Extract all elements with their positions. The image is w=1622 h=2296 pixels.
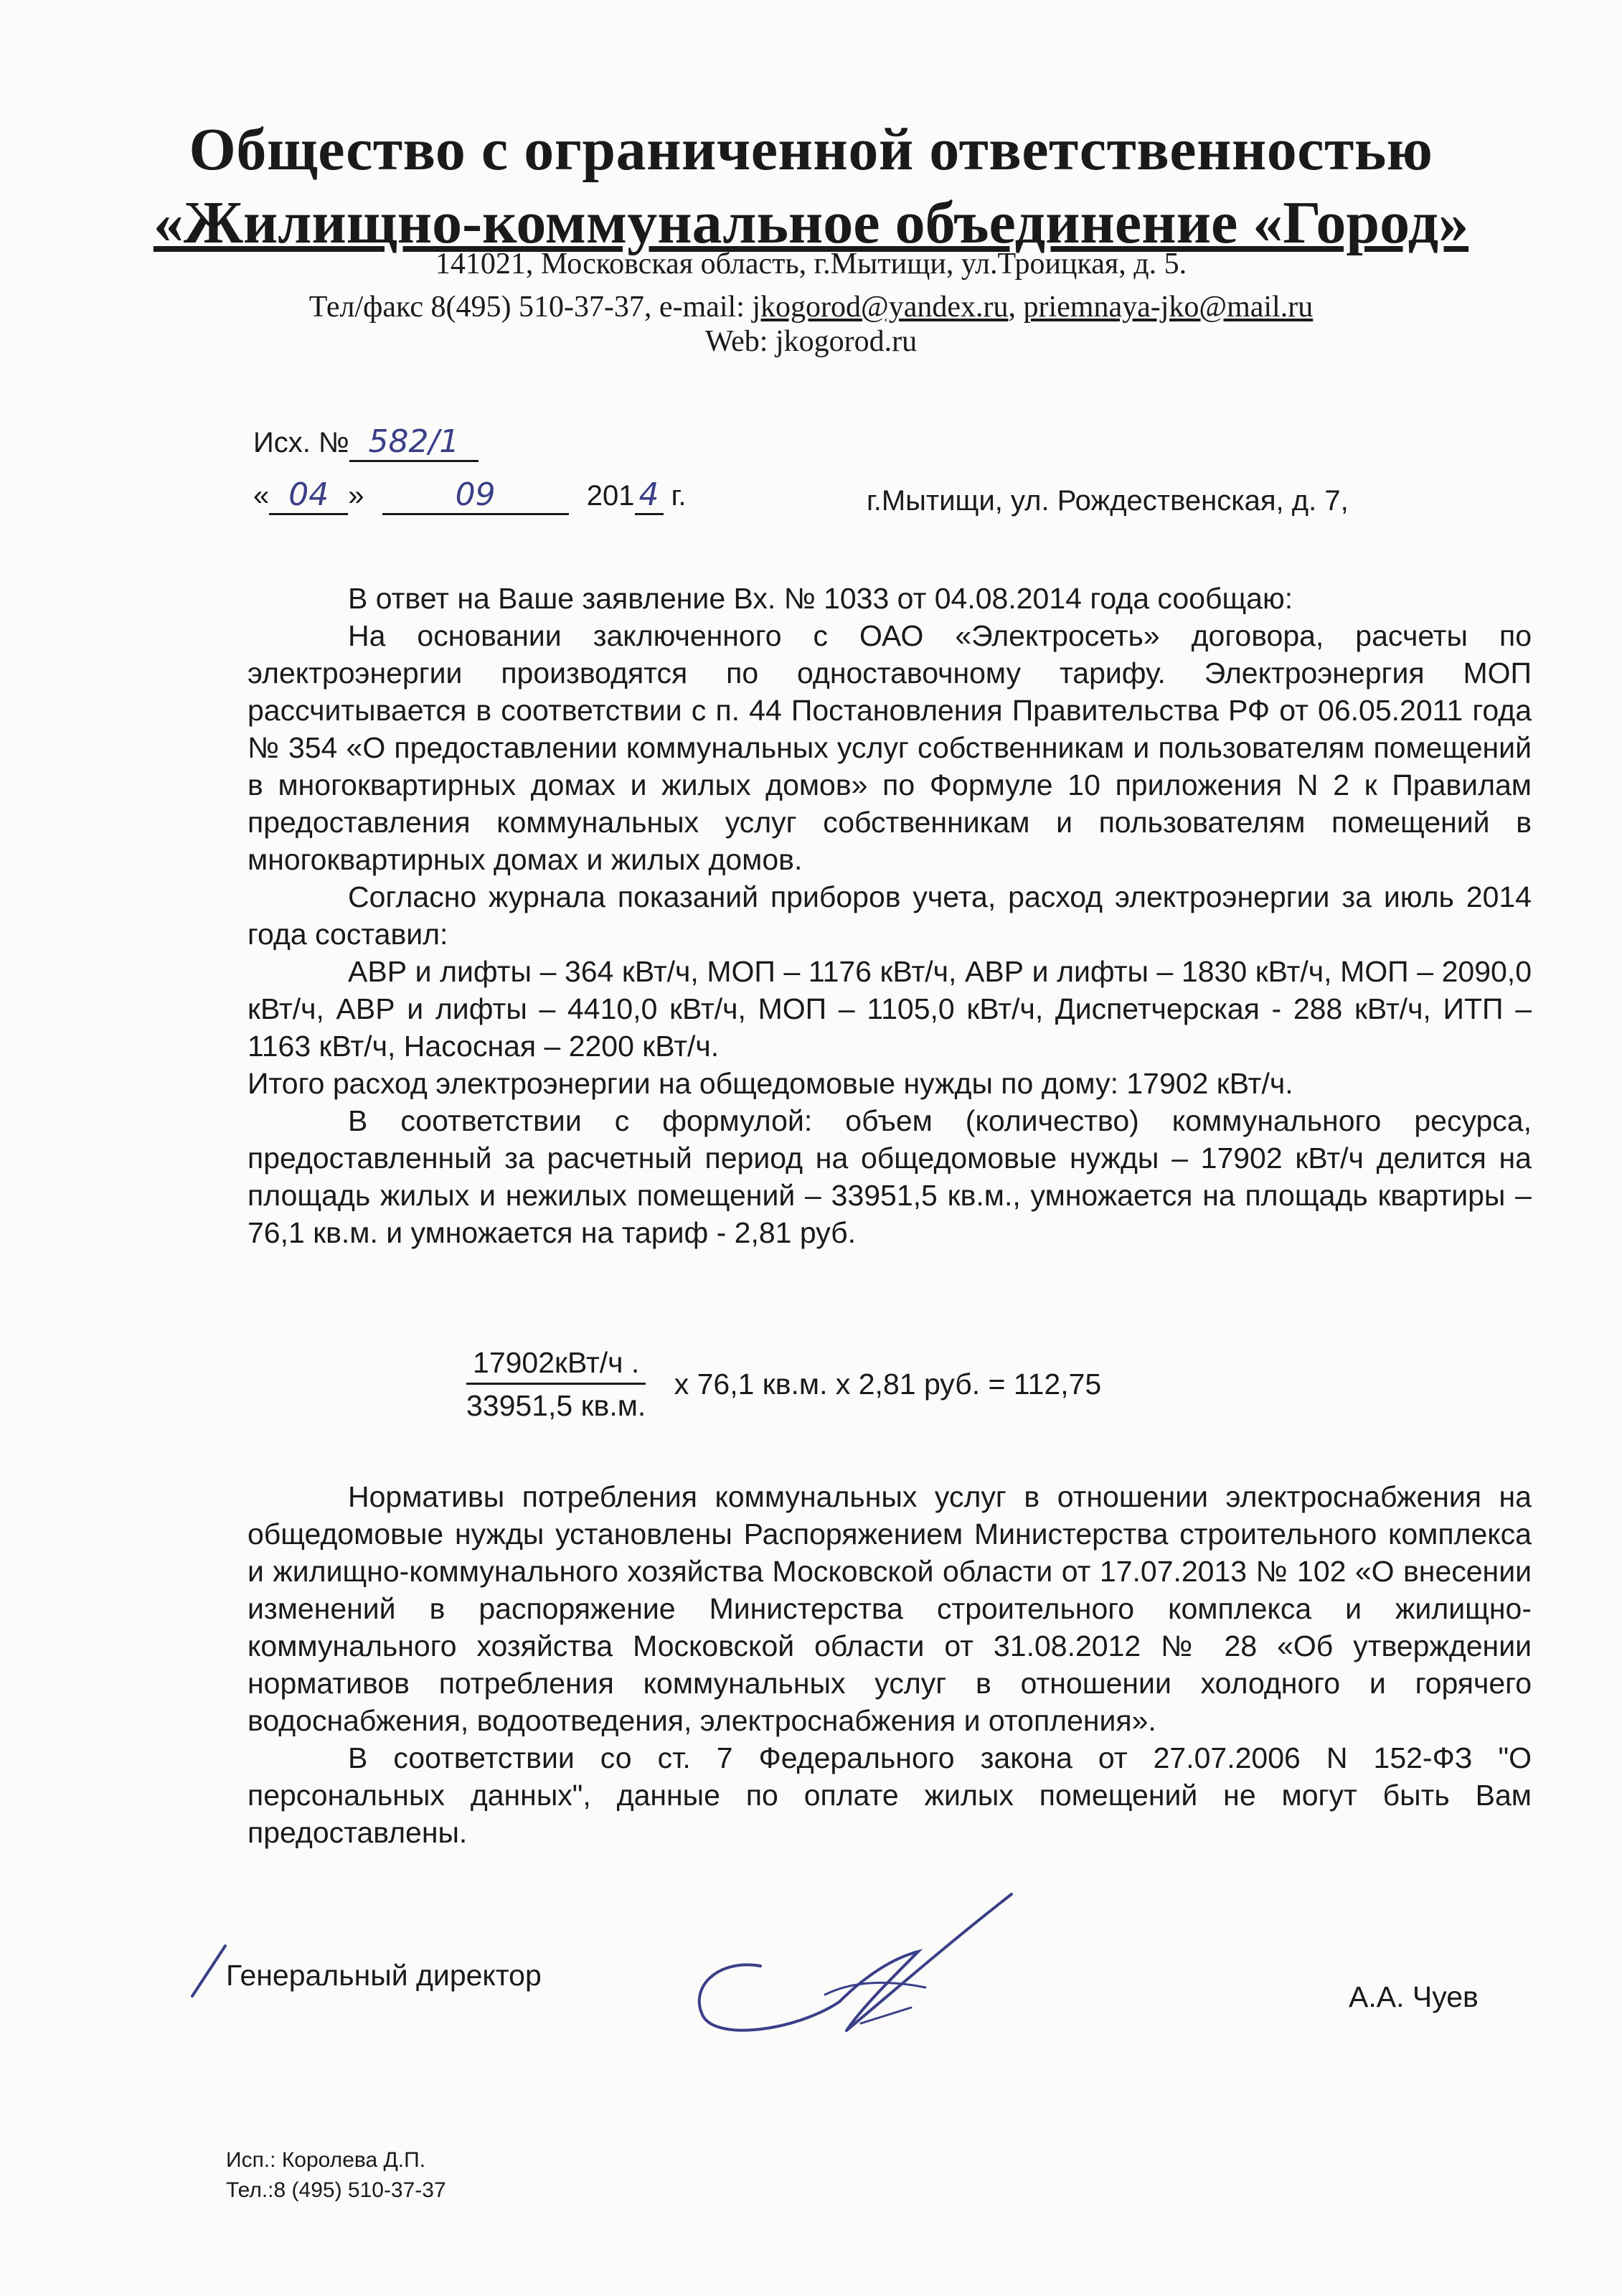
signatory-title: Генеральный директор xyxy=(226,1959,542,1992)
calculation-formula xyxy=(466,1346,1101,1423)
date-day: 04 xyxy=(269,476,348,515)
paragraph-consumption-intro: Согласно журнала показаний приборов учета, расход электроэнергии за июль 2014 года составил: xyxy=(247,880,1532,951)
paragraph-formula-description: В соответствии с формулой: объем (количество) коммунального ресурса, предоставленный за расчетный период на общедомовые нужды – 17902 кВт/ч делится на площадь жилых и нежилых помещений – 33951,5 кв.м., умножается на площадь квартиры – 76,1 кв.м. и умножается на тариф - 2,81 руб. xyxy=(247,1104,1532,1249)
org-name-line2-text: «Жилищно-коммунальное объединение «Город» xyxy=(153,189,1469,256)
date-year-suffix: г. xyxy=(663,480,687,512)
paragraph-tariff: На основании заключенного с ОАО «Электросеть» договора, расчеты по электроэнергии производятся по одноставочному тарифу. Электроэнергия МОП рассчитывается в соответствии с п. 44 Постановления Правительства РФ от 06.05.2011 года № 354 «О предоставлении коммунальных услуг собственникам и пользователям помещений в многоквартирных домах и жилых домов» по Формуле 10 приложения N 2 к Правилам предоставления коммунальных услуг собственникам и пользователям помещений в многоквартирных домах и жилых домов. xyxy=(247,619,1532,876)
date-close-quote: » xyxy=(348,480,364,512)
outgoing-date xyxy=(253,476,686,515)
email-separator: , xyxy=(1008,291,1024,324)
paragraph-total: Итого расход электроэнергии на общедомовые нужды по дому: 17902 кВт/ч. xyxy=(247,1067,1293,1100)
outgoing-number-label: Исх. № xyxy=(253,427,349,458)
executor-phone: Тел.:8 (495) 510-37-37 xyxy=(226,2178,446,2202)
formula-denominator: 33951,5 кв.м. xyxy=(466,1389,646,1422)
org-contacts xyxy=(0,290,1622,324)
date-year-prefix: 201 xyxy=(586,480,635,512)
org-address: 141021, Московская область, г.Мытищи, ул.Троицкая, д. 5. xyxy=(435,248,1187,281)
formula-result: х 76,1 кв.м. х 2,81 руб. = 112,75 xyxy=(674,1368,1102,1401)
letter-body-norms xyxy=(247,1478,1532,1851)
executor-name: Исп.: Королева Д.П. xyxy=(226,2148,426,2172)
pen-tick-mark xyxy=(188,1942,231,1999)
email-link-2[interactable]: priemnaya-jko@mail.ru xyxy=(1023,291,1314,324)
org-website: Web: jkogorod.ru xyxy=(704,325,918,358)
signature-scribble xyxy=(674,1880,1033,2045)
formula-fraction xyxy=(466,1346,646,1423)
recipient-address: г.Мытищи, ул. Рождественская, д. 7, xyxy=(867,485,1349,517)
date-open-quote: « xyxy=(253,480,270,512)
outgoing-number-value: 582/1 xyxy=(349,423,478,462)
paragraph-norms: Нормативы потребления коммунальных услуг в отношении электроснабжения на общедомовые нужды установлены Распоряжением Министерства строительного комплекса и жилищно-коммунального хозяйства Московской области от 17.07.2013 № 102 «О внесении изменений в распоряжение Министерства строительного комплекса и жилищно-коммунального хозяйства Московской области от 31.08.2012 № 28 «Об утверждении нормативов потребления коммунальных услуг в отношении холодного и горячего водоснабжения, водоотведения, электроснабжения и отопления». xyxy=(247,1480,1532,1737)
tel-prefix: Тел/факс 8(495) 510-37-37, e-mail: xyxy=(308,291,753,324)
formula-numerator: 17902кВт/ч . xyxy=(466,1346,646,1385)
paragraph-personal-data: В соответствии со ст. 7 Федерального закона от 27.07.2006 N 152-ФЗ "О персональных данных", данные по оплате жилых помещений не могут быть Вам предоставлены. xyxy=(247,1741,1532,1849)
paragraph-intro: В ответ на Ваше заявление Вх. № 1033 от 04.08.2014 года сообщаю: xyxy=(348,582,1293,615)
executor-info xyxy=(226,2145,446,2206)
date-year-digit: 4 xyxy=(635,476,664,515)
outgoing-number xyxy=(253,423,478,462)
org-name-line1: Общество с ограниченной ответственностью xyxy=(189,116,1433,183)
paragraph-consumption-items: АВР и лифты – 364 кВт/ч, МОП – 1176 кВт/ч, АВР и лифты – 1830 кВт/ч, МОП – 2090,0 кВт/ч, АВР и лифты – 4410,0 кВт/ч, МОП – 1105,0 кВт/ч, Диспетчерская - 288 кВт/ч, ИТП – 1163 кВт/ч, Насосная – 2200 кВт/ч. xyxy=(247,955,1532,1063)
letter-body xyxy=(247,580,1532,1251)
email-link-1[interactable]: jkogorod@yandex.ru xyxy=(752,291,1009,324)
date-month: 09 xyxy=(382,476,569,515)
signatory-name: А.А. Чуев xyxy=(1349,1980,1479,2013)
